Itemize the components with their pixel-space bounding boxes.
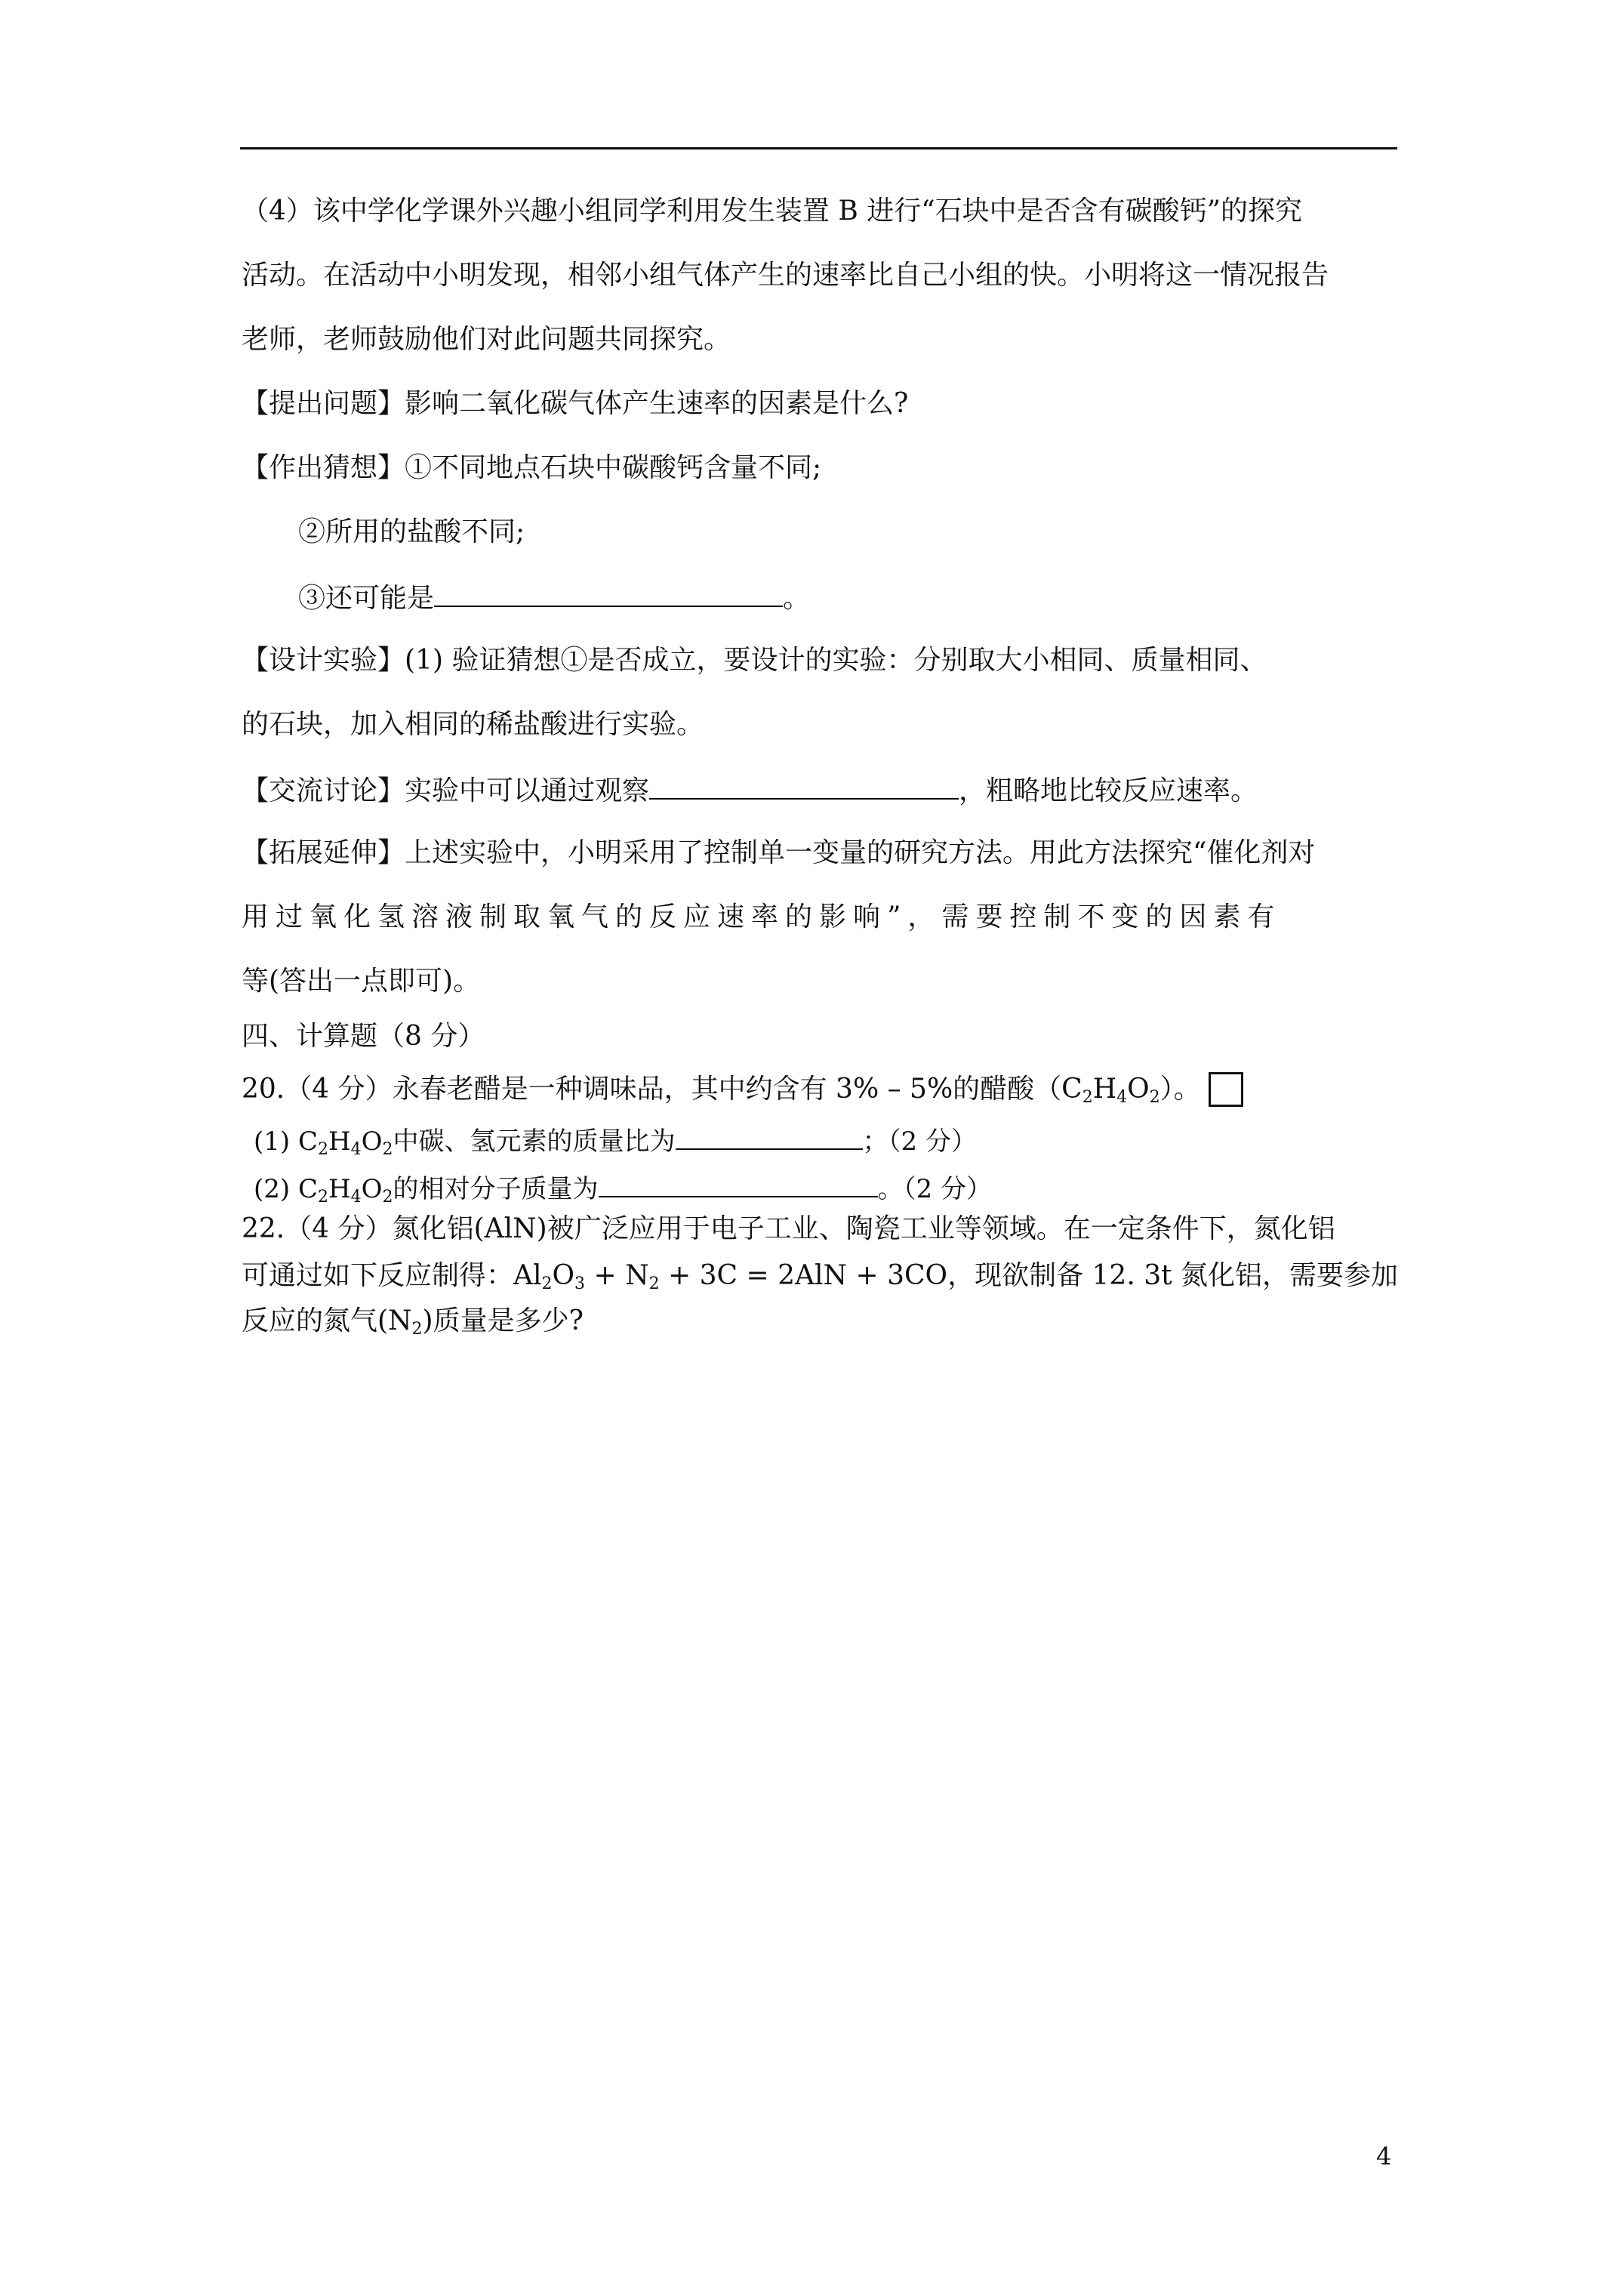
extend-line2: 用过氧化氢溶液制取氧气的反应速率的影响”，需要控制不变的因素有 — [242, 901, 1282, 932]
design-text-1: (1) 验证猜想①是否成立，要设计的实验：分别取大小相同、质量相同、 — [405, 645, 1267, 676]
q22-sub-al: 2 — [541, 1274, 553, 1293]
extend-line1 — [242, 837, 1315, 870]
q22-line2 — [242, 1259, 1398, 1293]
q20-part2-mid: 的相对分子质量为 — [393, 1174, 599, 1204]
guess-tag: 【作出猜想】 — [242, 452, 405, 483]
q20-part2 — [254, 1170, 992, 1206]
design-tag: 【设计实验】 — [242, 645, 405, 676]
q20-part1-sub-h: 4 — [350, 1140, 362, 1159]
problem-tag: 【提出问题】 — [242, 388, 405, 419]
guess-line3 — [298, 580, 810, 615]
discuss-line — [242, 772, 1258, 808]
q20-part1-o: O — [361, 1126, 383, 1157]
q20-h: H — [1092, 1074, 1117, 1105]
q20-part1 — [254, 1123, 977, 1158]
q20-part2-sub-h: 4 — [350, 1188, 362, 1207]
guess-line1 — [242, 451, 821, 485]
guess-2: ②所用的盐酸不同; — [298, 516, 525, 547]
q20-part1-sub-c: 2 — [317, 1140, 328, 1159]
answer-blank-discuss[interactable] — [649, 772, 959, 800]
q20-part2-end: 。（2 分） — [877, 1174, 992, 1204]
q20-o: O — [1127, 1074, 1150, 1105]
q4-intro-line1: （4）该中学化学课外兴趣小组同学利用发生装置 B 进行“石块中是否含有碳酸钙”的探究 — [242, 196, 1303, 227]
extend-line3: 等(答出一点即可)。 — [242, 966, 481, 997]
q22-line3 — [242, 1305, 584, 1338]
q22-line2-c: + N — [585, 1260, 649, 1291]
discuss-text-b: ，粗略地比较反应速率。 — [959, 775, 1258, 806]
discuss-text-a: 实验中可以通过观察 — [405, 775, 650, 806]
answer-blank-q20-2[interactable] — [599, 1170, 878, 1197]
q22-line3-b: )质量是多少? — [422, 1305, 584, 1336]
problem-line — [242, 387, 908, 421]
q20-sub-c: 2 — [1082, 1088, 1093, 1107]
design-line2: 的石块，加入相同的稀盐酸进行实验。 — [242, 709, 704, 740]
page-number: 4 — [1376, 2142, 1392, 2171]
answer-box[interactable] — [1209, 1072, 1243, 1107]
q20-part1-mid: 中碳、氢元素的质量比为 — [393, 1126, 676, 1157]
q20-part1-end: ；（2 分） — [862, 1126, 977, 1157]
q20-part2-sub-c: 2 — [317, 1188, 328, 1207]
q22-line1: 22.（4 分）氮化铝(AlN)被广泛应用于电子工业、陶瓷工业等领域。在一定条件下，氮化铝 — [242, 1213, 1335, 1244]
q20-tail: ）。 — [1160, 1074, 1201, 1105]
q20-part1-sub-o: 2 — [382, 1140, 393, 1159]
q20-part2-o: O — [361, 1174, 383, 1204]
q20-part2-h: H — [328, 1174, 351, 1204]
design-line1 — [242, 644, 1267, 677]
extend-tag: 【拓展延伸】 — [242, 837, 405, 868]
q20-lead-line — [242, 1072, 1243, 1107]
q22-line3-sub: 2 — [411, 1320, 423, 1339]
q20-sub-h: 4 — [1116, 1088, 1128, 1107]
section-heading: 四、计算题（8 分） — [242, 1021, 485, 1052]
q22-sub-o: 3 — [574, 1274, 586, 1293]
answer-blank-guess3[interactable] — [434, 580, 783, 607]
q20-part2-sub-o: 2 — [382, 1188, 393, 1207]
problem-text: 影响二氧化碳气体产生速率的因素是什么? — [405, 388, 909, 419]
header-rule — [240, 147, 1397, 149]
q20-sub-o: 2 — [1149, 1088, 1160, 1107]
q22-line2-d: + 3C = 2AlN + 3CO，现欲制备 12. 3t 氮化铝，需要参加 — [659, 1260, 1399, 1291]
q4-intro-line2: 活动。在活动中小明发现，相邻小组气体产生的速率比自己小组的快。小明将这一情况报告 — [242, 260, 1329, 291]
answer-blank-q20-1[interactable] — [676, 1123, 863, 1150]
q22-sub-n: 2 — [648, 1274, 660, 1293]
q22-line2-b: O — [552, 1260, 575, 1291]
discuss-tag: 【交流讨论】 — [242, 775, 405, 806]
extend-text-1: 上述实验中，小明采用了控制单一变量的研究方法。用此方法探究“催化剂对 — [405, 837, 1316, 868]
q20-part1-h: H — [328, 1126, 351, 1157]
q22-line2-a: 可通过如下反应制得：Al — [242, 1260, 542, 1291]
q4-intro-line3: 老师，老师鼓励他们对此问题共同探究。 — [242, 324, 731, 355]
guess-3: ③还可能是 — [298, 583, 435, 614]
q22-line3-a: 反应的氮气(N — [242, 1305, 412, 1336]
q20-part2-lead: (2) C — [254, 1174, 318, 1204]
q20-lead: 20.（4 分）永春老醋是一种调味品，其中约含有 3% – 5%的醋酸（C — [242, 1074, 1083, 1105]
guess-3-end: 。 — [783, 583, 811, 614]
q20-part1-lead: (1) C — [254, 1126, 318, 1157]
guess-1: ①不同地点石块中碳酸钙含量不同; — [405, 452, 822, 483]
